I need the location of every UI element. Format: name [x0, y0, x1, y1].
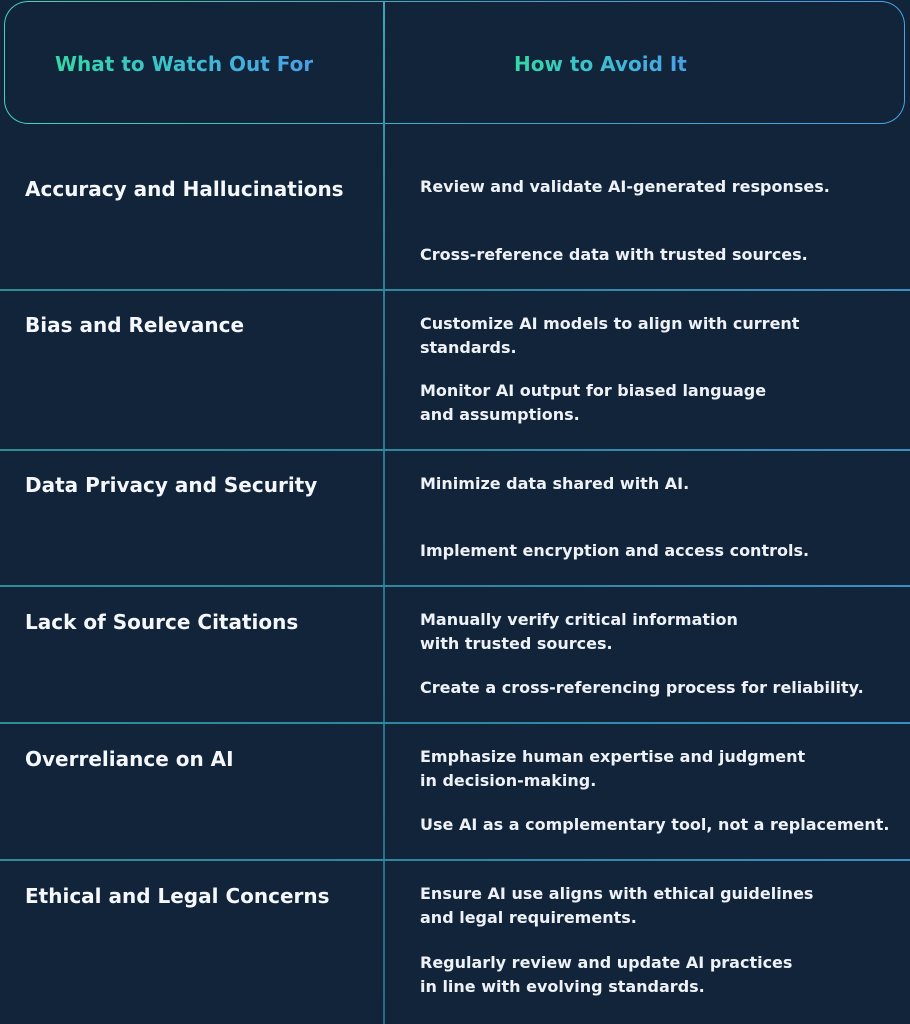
- row-title-overreliance: Overreliance on AI: [25, 747, 234, 771]
- row-title-ethical: Ethical and Legal Concerns: [25, 884, 330, 908]
- tip-item: Implement encryption and access controls.: [420, 541, 810, 560]
- row-divider: [0, 449, 910, 451]
- row-divider: [0, 585, 910, 587]
- row-title-citations: Lack of Source Citations: [25, 610, 299, 634]
- header-watch-out: What to Watch Out For: [55, 52, 314, 76]
- tip-item: Emphasize human expertise and judgment in decision-making.: [420, 747, 806, 790]
- tip-item: Create a cross-referencing process for reliability.: [420, 678, 864, 697]
- tip-item: Use AI as a complementary tool, not a replacement.: [420, 815, 890, 834]
- column-divider: [383, 1, 385, 1024]
- table-header: [4, 1, 905, 124]
- tip-item: Cross-reference data with trusted sources.: [420, 245, 808, 264]
- tip-item: Customize AI models to align with current standards.: [420, 314, 800, 357]
- tip-item: Monitor AI output for biased language and assumptions.: [420, 381, 767, 424]
- row-divider: [0, 289, 910, 291]
- row-title-bias: Bias and Relevance: [25, 313, 245, 337]
- tip-item: Regularly review and update AI practices in line with evolving standards.: [420, 953, 793, 996]
- header-how-to-avoid: How to Avoid It: [514, 52, 687, 76]
- row-title-privacy: Data Privacy and Security: [25, 473, 318, 497]
- row-divider: [0, 722, 910, 724]
- tip-item: Minimize data shared with AI.: [420, 474, 690, 493]
- row-title-accuracy: Accuracy and Hallucinations: [25, 177, 344, 201]
- tip-item: Review and validate AI-generated responses.: [420, 177, 830, 196]
- row-divider: [0, 859, 910, 861]
- tip-item: Manually verify critical information with trusted sources.: [420, 610, 738, 653]
- tip-item: Ensure AI use aligns with ethical guidelines and legal requirements.: [420, 884, 814, 927]
